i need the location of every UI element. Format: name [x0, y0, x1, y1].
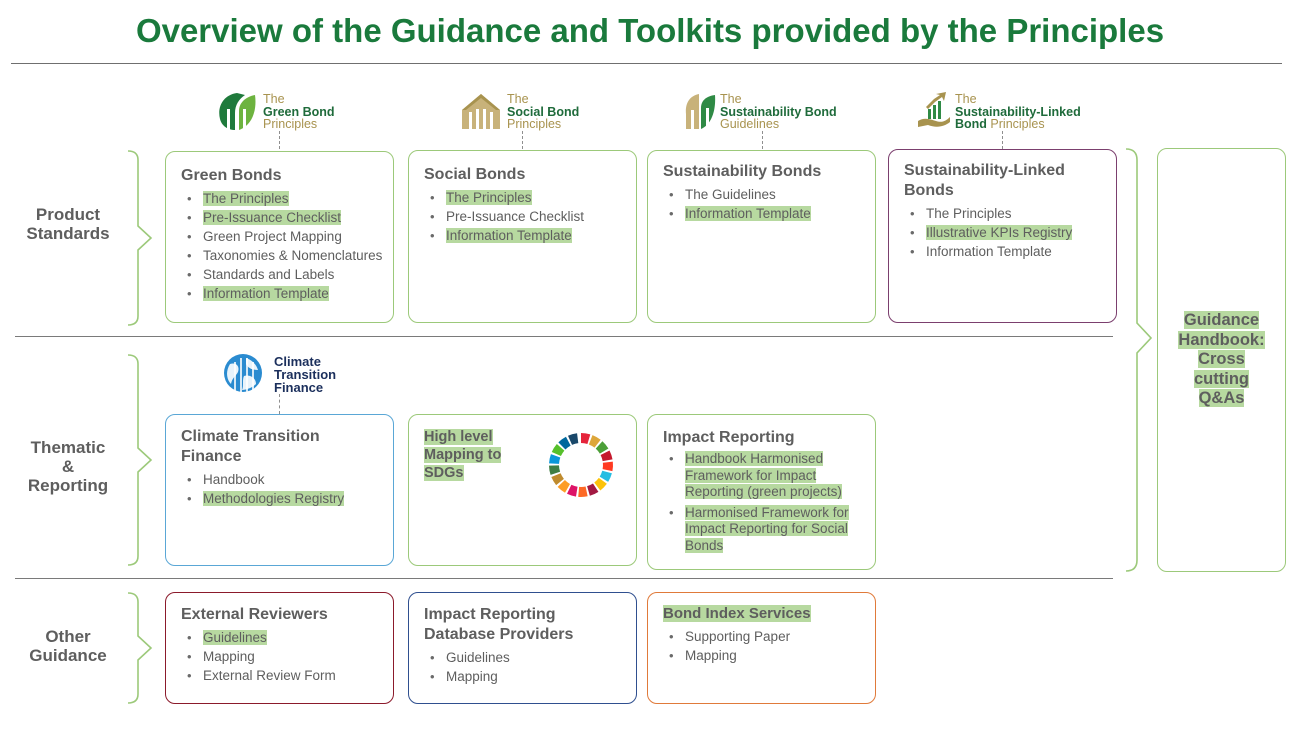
- dash-gbp: [279, 131, 280, 149]
- card-guidance-handbook: [1157, 148, 1286, 572]
- card-title[interactable]: Bond Index Services: [663, 605, 811, 622]
- sdg-wheel-icon: [548, 432, 614, 498]
- card-external-reviewers: [165, 592, 394, 704]
- card-climate-transition-finance: [165, 414, 394, 566]
- logo-sbg-text: The Sustainability Bond Guidelines: [720, 92, 837, 131]
- list-item[interactable]: • The Principles: [430, 188, 626, 207]
- logo-gbp-text: The Green Bond Principles: [263, 92, 335, 131]
- list-item: • Supporting Paper: [669, 627, 865, 646]
- list-item: • Standards and Labels: [187, 265, 383, 284]
- list-item: • External Review Form: [187, 666, 383, 685]
- card-title: Sustainability Bonds: [663, 163, 822, 180]
- card-title: Social Bonds: [424, 166, 526, 183]
- list-item: • Mapping: [430, 667, 626, 686]
- card-sustainability-linked-bonds: [888, 149, 1117, 323]
- social-bond-house-icon: [460, 92, 502, 130]
- logo-ctf-text: Climate Transition Finance: [274, 354, 337, 395]
- sustainability-bond-icon: [683, 92, 717, 130]
- sustainability-linked-hand-icon: [916, 91, 952, 129]
- climate-globe-icon: [222, 352, 266, 394]
- list-item: • Information Template: [910, 242, 1106, 261]
- dash-ctf: [279, 394, 280, 414]
- list-item: • Taxonomies & Nomenclatures: [187, 246, 383, 265]
- card-green-bonds: [165, 151, 394, 323]
- list-item[interactable]: • Guidelines: [187, 628, 383, 647]
- list-item[interactable]: • Information Template: [187, 284, 383, 303]
- list-item[interactable]: • Illustrative KPIs Registry: [910, 223, 1106, 242]
- dash-sbg: [762, 131, 763, 149]
- card-title: Green Bonds: [181, 167, 282, 184]
- bracket-thematic: [125, 354, 155, 566]
- bracket-other: [125, 592, 155, 704]
- list-item[interactable]: • Pre-Issuance Checklist: [187, 208, 383, 227]
- card-sustainability-bonds: [647, 150, 876, 323]
- guidance-handbook-label[interactable]: Guidance Handbook: Cross cutting Q&As: [1178, 311, 1265, 408]
- card-bond-index-services: [647, 592, 876, 704]
- list-item: • Mapping: [669, 646, 865, 665]
- bracket-product: [125, 150, 155, 326]
- list-item: • The Guidelines: [669, 185, 865, 204]
- logo-slbp-text: The Sustainability-Linked Bond Principles: [955, 92, 1081, 131]
- row-label-product-standards: Product Standards: [26, 205, 110, 243]
- card-title: External Reviewers: [181, 606, 328, 623]
- row-label-thematic-reporting: Thematic & Reporting: [27, 438, 109, 495]
- list-item: • Pre-Issuance Checklist: [430, 207, 626, 226]
- list-item[interactable]: • Handbook Harmonised Framework for Impact Reporting (green projects): [669, 451, 865, 501]
- card-impact-reporting-database-providers: [408, 592, 637, 704]
- card-social-bonds: [408, 150, 637, 323]
- list-item: • Handbook: [187, 470, 383, 489]
- list-item[interactable]: • Methodologies Registry: [187, 489, 383, 508]
- card-title: Impact Reporting Database Providers: [424, 606, 574, 643]
- green-bond-leaf-icon: [217, 91, 259, 131]
- row-divider-2: [15, 578, 1113, 579]
- list-item[interactable]: • Information Template: [669, 204, 865, 223]
- card-title[interactable]: High level Mapping to SDGs: [424, 429, 502, 481]
- title-underline: [11, 63, 1282, 64]
- card-impact-reporting: [647, 414, 876, 570]
- row-divider-1: [15, 336, 1113, 337]
- logo-sbp-text: The Social Bond Principles: [507, 92, 580, 131]
- card-title: Impact Reporting: [663, 429, 795, 446]
- list-item[interactable]: • The Principles: [187, 189, 383, 208]
- dash-sbp: [522, 131, 523, 149]
- card-title: Climate Transition Finance: [181, 428, 320, 465]
- list-item: • Green Project Mapping: [187, 227, 383, 246]
- list-item[interactable]: • Information Template: [430, 226, 626, 245]
- card-title: Sustainability-Linked Bonds: [904, 162, 1065, 199]
- bracket-guidance: [1124, 148, 1154, 572]
- list-item: • The Principles: [910, 204, 1106, 223]
- row-label-other-guidance: Other Guidance: [29, 627, 107, 665]
- list-item: • Guidelines: [430, 648, 626, 667]
- page-title: Overview of the Guidance and Toolkits provided by the Principles: [135, 12, 1165, 49]
- list-item: • Mapping: [187, 647, 383, 666]
- list-item[interactable]: • Harmonised Framework for Impact Reporting for Social Bonds: [669, 505, 865, 555]
- dash-slbp: [1002, 131, 1003, 149]
